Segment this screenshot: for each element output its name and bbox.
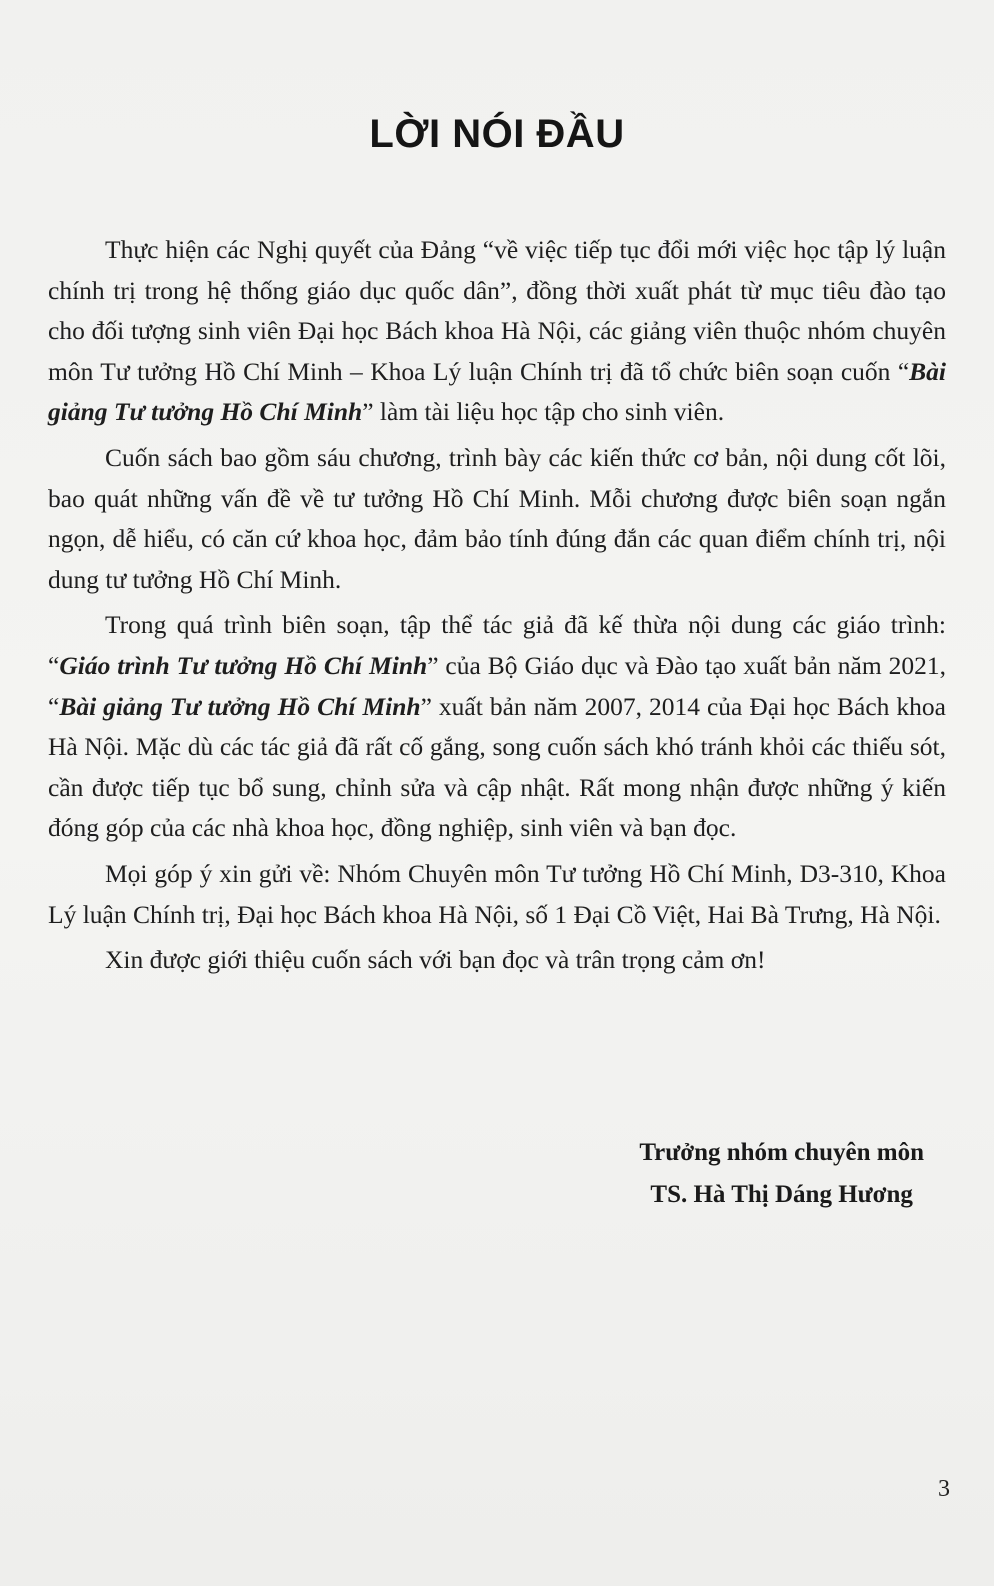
page-title: LỜI NÓI ĐẦU [369, 112, 625, 156]
paragraph-1-text-b: ” làm tài liệu học tập cho sinh viên. [362, 397, 725, 427]
paragraph-1 [48, 230, 946, 433]
paragraph-3-text-c: ” xuất bản năm 2007, 2014 của Đại học Bách khoa Hà Nội. Mặc dù các tác giả đã rất cố gắng, song cuốn sách khó tránh khỏi các thiếu sót, cần được tiếp tục bổ sung, chỉnh sửa và cập nhật. Rất mong nhận được những ý kiến đóng góp của các nhà khoa học, đồng nghiệp, sinh viên và bạn đọc. [48, 691, 946, 843]
book-title-lecture: Bài giảng Tư tưởng Hồ Chí Minh [48, 356, 946, 427]
paragraph-3-text-b: ” của Bộ Giáo dục và Đào tạo xuất bản năm 2021, “ [48, 650, 946, 721]
paragraph-5: Xin được giới thiệu cuốn sách với bạn đọc và trân trọng cảm ơn! [105, 945, 766, 975]
book-title-lecture-2: Bài giảng Tư tưởng Hồ Chí Minh [59, 691, 421, 721]
paragraph-2: Cuốn sách bao gồm sáu chương, trình bày các kiến thức cơ bản, nội dung cốt lõi, bao quát những vấn đề về tư tưởng Hồ Chí Minh. Mỗi chương được biên soạn ngắn ngọn, dễ hiểu, có căn cứ khoa học, đảm bảo tính đúng đắn các quan điểm chính trị, nội dung tư tưởng Hồ Chí Minh. [48, 442, 946, 594]
paragraph-1-text-a: Thực hiện các Nghị quyết của Đảng “về việc tiếp tục đổi mới việc học tập lý luận chính trị trong hệ thống giáo dục quốc dân”, đồng thời xuất phát từ mục tiêu đào tạo cho đối tượng sinh viên Đại học Bách khoa Hà Nội, các giảng viên thuộc nhóm chuyên môn Tư tưởng Hồ Chí Minh – Khoa Lý luận Chính trị đã tổ chức biên soạn cuốn “ [48, 235, 946, 386]
page-number: 3 [938, 1476, 950, 1502]
signature-block [639, 1132, 924, 1216]
signature-name: TS. Hà Thị Dáng Hương [650, 1181, 913, 1208]
signature-role: Trưởng nhóm chuyên môn [639, 1139, 924, 1166]
paragraph-3 [48, 605, 946, 849]
paragraph-4: Mọi góp ý xin gửi về: Nhóm Chuyên môn Tư tưởng Hồ Chí Minh, D3-310, Khoa Lý luận Chính trị, Đại học Bách khoa Hà Nội, số 1 Đại Cồ Việt, Hai Bà Trưng, Hà Nội. [48, 858, 946, 929]
paragraph-3-text-a: Trong quá trình biên soạn, tập thể tác giả đã kế thừa nội dung các giáo trình: “ [48, 610, 946, 680]
body-text [48, 230, 946, 986]
book-title-textbook: Giáo trình Tư tưởng Hồ Chí Minh [59, 650, 428, 680]
